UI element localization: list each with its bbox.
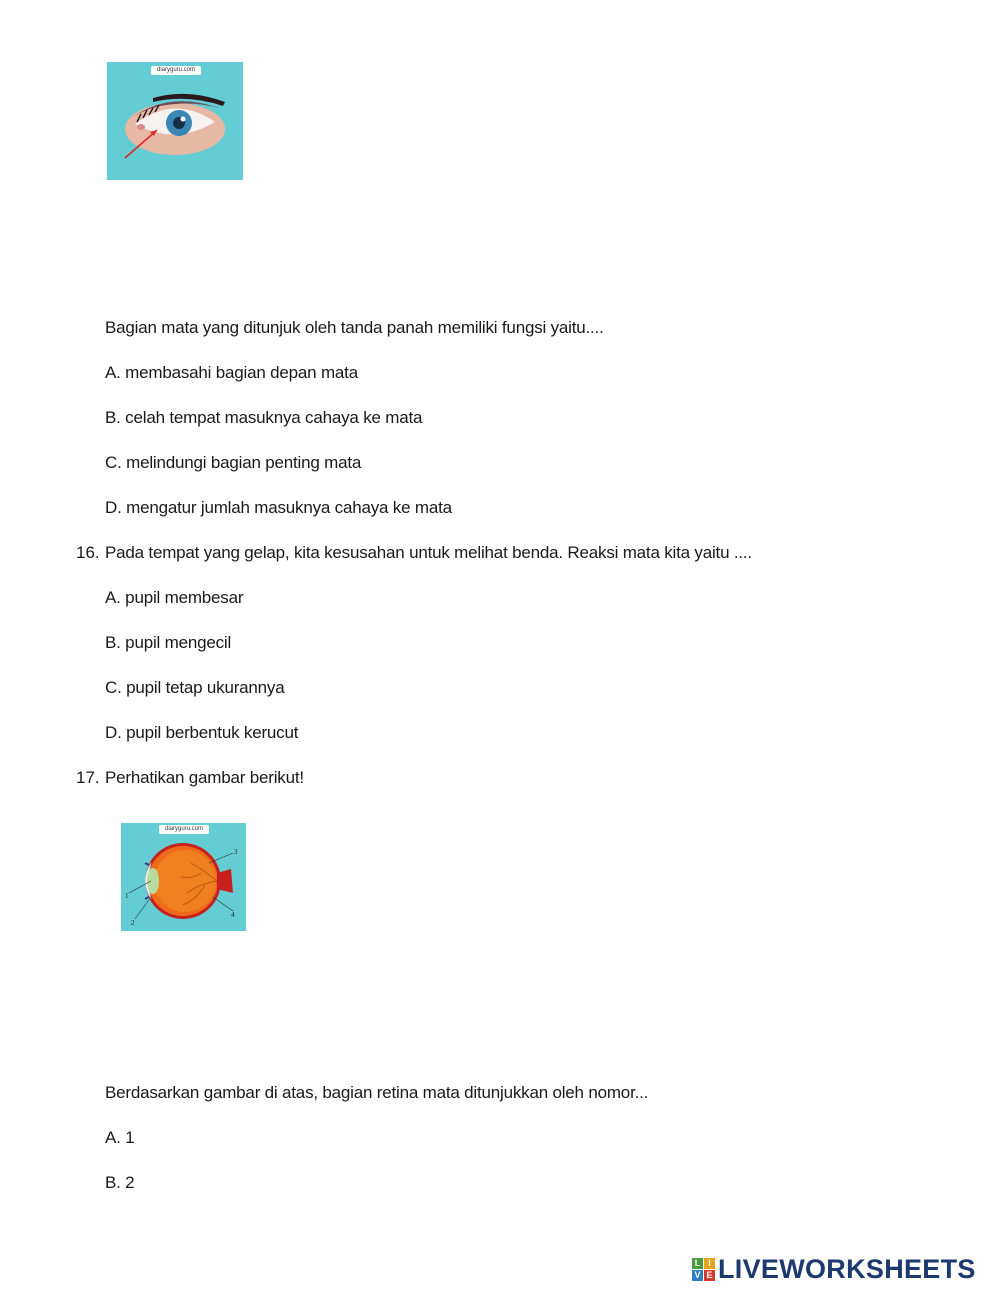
q16-option-c: C. pupil tetap ukurannya bbox=[105, 678, 285, 697]
q17-option-a: A. 1 bbox=[105, 1128, 135, 1147]
q16-option-a: A. pupil membesar bbox=[105, 588, 244, 607]
q15-option-a: A. membasahi bagian depan mata bbox=[105, 363, 358, 382]
liveworksheets-logo[interactable] bbox=[692, 1254, 976, 1284]
diagram-label-3: 3 bbox=[234, 848, 238, 856]
q17-intro: Perhatikan gambar berikut! bbox=[105, 768, 304, 787]
q16-number: 16. bbox=[76, 543, 100, 562]
logo-text: LIVEWORKSHEETS bbox=[718, 1253, 976, 1284]
q17-option-b: B. 2 bbox=[105, 1173, 135, 1192]
q15-prompt: Bagian mata yang ditunjuk oleh tanda panah memiliki fungsi yaitu.... bbox=[105, 318, 604, 337]
eye-cross-section-illustration bbox=[121, 823, 246, 931]
logo-block-i: I bbox=[704, 1258, 715, 1269]
q17-prompt: Berdasarkan gambar di atas, bagian retina mata ditunjukkan oleh nomor... bbox=[105, 1083, 649, 1102]
q15-option-b: B. celah tempat masuknya cahaya ke mata bbox=[105, 408, 423, 427]
eye-outer-illustration bbox=[107, 62, 243, 180]
eye-cross-section-watermark: diaryguru.com bbox=[159, 825, 209, 834]
diagram-label-4: 4 bbox=[231, 911, 235, 919]
q15-option-c: C. melindungi bagian penting mata bbox=[105, 453, 362, 472]
eye-outer-watermark: diaryguru.com bbox=[151, 66, 201, 75]
diagram-label-1: 1 bbox=[125, 892, 129, 900]
q15-option-d: D. mengatur jumlah masuknya cahaya ke mata bbox=[105, 498, 452, 517]
logo-block-v: V bbox=[692, 1270, 703, 1281]
live-blocks-icon bbox=[692, 1258, 715, 1281]
eye-cross-section-image bbox=[121, 823, 246, 931]
q17-number: 17. bbox=[76, 768, 100, 787]
q16-option-b: B. pupil mengecil bbox=[105, 633, 232, 652]
q16-prompt: Pada tempat yang gelap, kita kesusahan untuk melihat benda. Reaksi mata kita yaitu .... bbox=[105, 543, 752, 562]
eye-outer-image bbox=[107, 62, 243, 180]
diagram-label-2: 2 bbox=[131, 919, 135, 927]
logo-block-l: L bbox=[692, 1258, 703, 1269]
q16-option-d: D. pupil berbentuk kerucut bbox=[105, 723, 299, 742]
logo-block-e: E bbox=[704, 1270, 715, 1281]
